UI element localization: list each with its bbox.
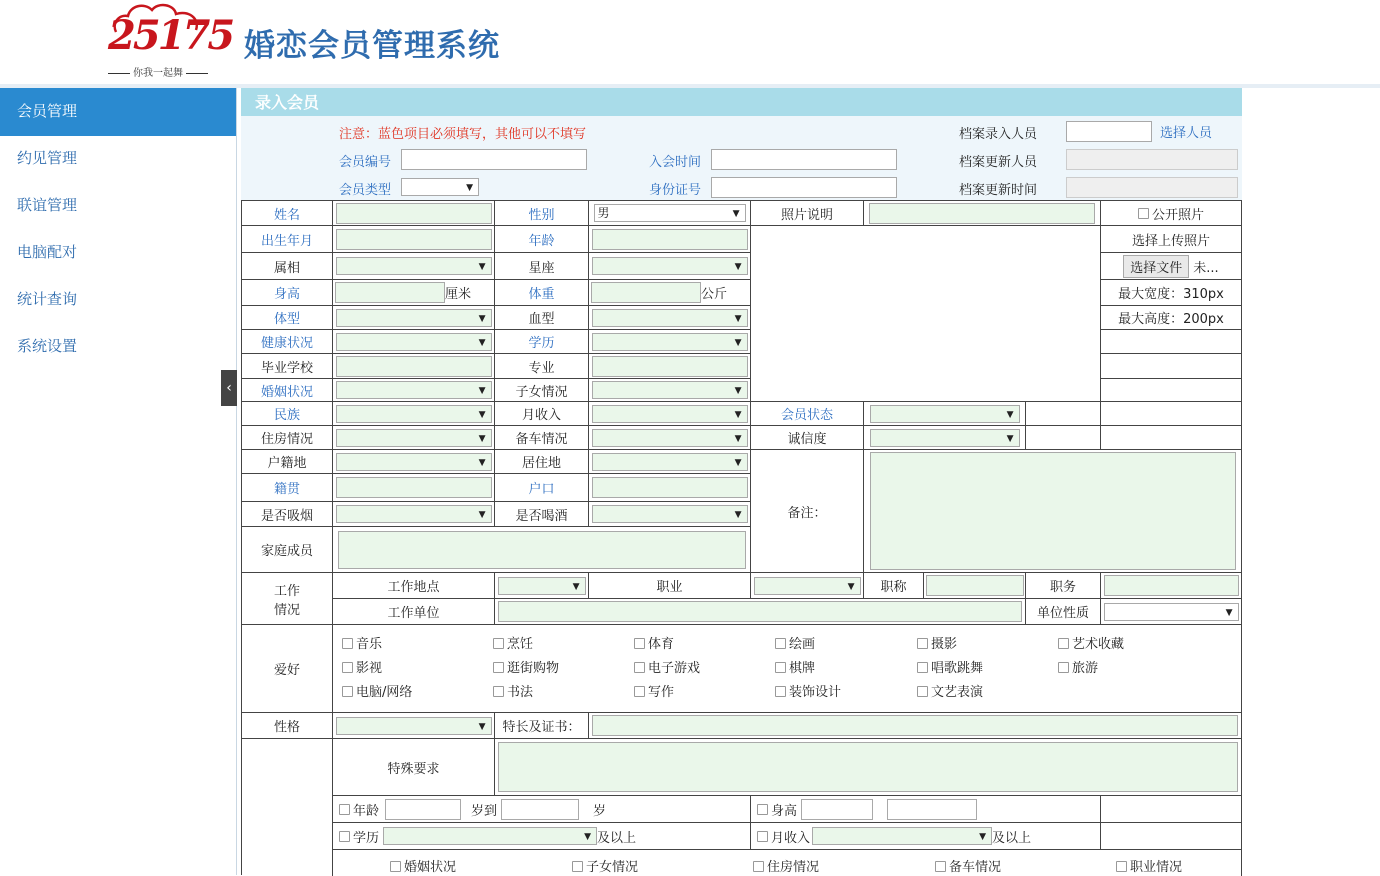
weight-unit: 公斤 <box>701 287 728 302</box>
education-select[interactable] <box>592 333 748 351</box>
school-input[interactable] <box>336 356 492 377</box>
requirement-option[interactable] <box>1116 856 1182 875</box>
position-input[interactable] <box>1104 575 1239 596</box>
work-label: 工作 情况 <box>242 573 333 625</box>
empty-side-cell <box>1101 402 1242 426</box>
hobby-option[interactable] <box>775 633 815 652</box>
monthly-income-select[interactable] <box>592 405 748 423</box>
birth-label: 出生年月 <box>242 226 333 253</box>
drinking-select[interactable] <box>592 505 748 523</box>
required-notice: 注意：蓝色项目必须填写，其他可以不填写 <box>339 127 587 142</box>
hobby-label: 音乐 <box>356 637 383 652</box>
age-label: 年龄 <box>495 226 589 253</box>
hobby-label: 唱歌跳舞 <box>931 661 984 676</box>
smoking-label: 是否吸烟 <box>242 502 333 527</box>
photo-desc-input[interactable] <box>869 203 1095 224</box>
hobby-checkbox[interactable] <box>493 662 504 673</box>
req-age-unit: 岁 <box>593 803 607 819</box>
constellation-cell <box>589 253 751 280</box>
hobby-option[interactable] <box>634 657 700 676</box>
hobby-checkbox[interactable] <box>342 686 353 697</box>
no-file-text: 未... <box>1193 260 1219 276</box>
hobby-label: 旅游 <box>1072 661 1099 676</box>
credit-label: 诚信度 <box>751 426 864 450</box>
household-cell <box>589 474 751 502</box>
health-cell <box>333 330 495 354</box>
hobby-label: 文艺表演 <box>931 685 984 700</box>
employer-label: 工作单位 <box>333 599 495 625</box>
personality-label: 性格 <box>242 713 333 739</box>
gender-select[interactable]: 男 ▼ <box>594 204 746 222</box>
member-no-input[interactable] <box>401 149 587 170</box>
logo <box>100 4 233 80</box>
public-photo-label: 公开照片 <box>1151 207 1204 223</box>
update-time-label: 档案更新时间 <box>959 183 1038 198</box>
housing-select[interactable] <box>336 429 492 447</box>
hobby-option[interactable] <box>342 633 382 652</box>
name-input[interactable] <box>336 203 492 224</box>
requirement-option[interactable] <box>390 856 456 875</box>
public-photo-checkbox[interactable] <box>1138 208 1149 219</box>
children-select[interactable] <box>592 381 748 399</box>
occupation-label: 职业 <box>589 573 751 599</box>
hobby-label: 影视 <box>356 661 383 676</box>
major-label: 专业 <box>495 354 589 379</box>
specialties-input[interactable] <box>592 715 1238 736</box>
sidebar-item-computer-matching[interactable]: 电脑配对 <box>17 243 78 261</box>
children-cell <box>589 379 751 402</box>
hobby-label: 写作 <box>648 685 675 700</box>
job-title-input[interactable] <box>926 575 1024 596</box>
residence-select[interactable] <box>592 453 748 471</box>
housing-label: 住房情况 <box>242 426 333 450</box>
req-age-to-input[interactable] <box>501 799 579 820</box>
req-education-label: 学历 <box>353 830 380 846</box>
requirement-label: 住房情况 <box>767 860 820 875</box>
occupation-select[interactable] <box>754 577 861 595</box>
gender-cell <box>589 201 751 226</box>
age-input[interactable] <box>592 229 748 250</box>
requirement-label: 婚姻状况 <box>404 860 457 875</box>
special-req-label: 特殊要求 <box>333 739 495 796</box>
empty-side-cell <box>1101 354 1242 379</box>
member-entry-panel <box>241 88 1242 875</box>
photo-desc-cell <box>864 201 1101 226</box>
req-height-from-input[interactable] <box>801 799 873 820</box>
hobby-checkbox[interactable] <box>775 662 786 673</box>
job-title-cell <box>924 573 1026 599</box>
hobby-label: 逛街购物 <box>507 661 560 676</box>
work-place-cell <box>495 573 589 599</box>
marital-cell <box>333 379 495 402</box>
major-cell <box>589 354 751 379</box>
id-card-input[interactable] <box>711 177 897 198</box>
ethnicity-label: 民族 <box>242 402 333 426</box>
ethnicity-cell <box>333 402 495 426</box>
residence-cell <box>589 450 751 474</box>
hobby-label: 电脑/网络 <box>356 685 413 700</box>
ethnicity-select[interactable] <box>336 405 492 423</box>
body-type-label: 体型 <box>242 306 333 330</box>
job-title-label: 职称 <box>864 573 924 599</box>
req-height-checkbox[interactable] <box>757 804 768 815</box>
file-cell <box>1101 253 1242 280</box>
hobby-option[interactable] <box>917 681 983 700</box>
hobby-checkbox[interactable] <box>342 638 353 649</box>
member-status-select[interactable] <box>870 405 1020 423</box>
requirement-checkbox[interactable] <box>1116 861 1127 872</box>
gender-label: 性别 <box>495 201 589 226</box>
drinking-cell <box>589 502 751 527</box>
requirement-option[interactable] <box>753 856 819 875</box>
panel-title: 录入会员 <box>241 88 1242 116</box>
education-label: 学历 <box>495 330 589 354</box>
member-no-label: 会员编号 <box>339 155 392 170</box>
empty-cell <box>1101 796 1242 823</box>
max-width-text: 最大宽度：310px <box>1101 280 1242 306</box>
employer-cell <box>495 599 1026 625</box>
hobby-label: 棋牌 <box>789 661 816 676</box>
member-status-cell <box>864 402 1026 426</box>
work-place-select[interactable] <box>498 577 586 595</box>
household-label: 户口 <box>495 474 589 502</box>
hobby-label: 绘画 <box>789 637 816 652</box>
residence-label: 居住地 <box>495 450 589 474</box>
health-label: 健康状况 <box>242 330 333 354</box>
zodiac-select[interactable] <box>336 257 492 275</box>
sidebar-item-statistics[interactable]: 统计查询 <box>17 290 78 308</box>
hobby-label: 艺术收藏 <box>1072 637 1125 652</box>
public-photo-cell <box>1101 201 1242 226</box>
weight-cell <box>589 280 751 306</box>
join-time-input[interactable] <box>711 149 897 170</box>
update-person-label: 档案更新人员 <box>959 155 1038 170</box>
empty-cell <box>1101 823 1242 850</box>
hobby-checkbox[interactable] <box>1058 638 1069 649</box>
marital-select[interactable] <box>336 381 492 399</box>
hobby-option[interactable] <box>1058 657 1098 676</box>
req-education-checkbox[interactable] <box>339 831 350 842</box>
hobby-option[interactable] <box>634 633 674 652</box>
native-place-input[interactable] <box>336 477 492 498</box>
weight-input[interactable] <box>591 282 701 303</box>
health-select[interactable] <box>336 333 492 351</box>
school-label: 毕业学校 <box>242 354 333 379</box>
hobby-checkbox[interactable] <box>493 638 504 649</box>
req-height-to-input[interactable] <box>887 799 977 820</box>
height-label: 身高 <box>242 280 333 306</box>
position-label: 职务 <box>1026 573 1101 599</box>
remark-label: 备注： <box>751 450 864 573</box>
smoking-select[interactable] <box>336 505 492 523</box>
requirements-side <box>242 739 333 876</box>
choose-file-button[interactable]: 选择文件 <box>1123 255 1189 278</box>
req-income-above: 及以上 <box>992 830 1032 846</box>
requirement-checkbox[interactable] <box>390 861 401 872</box>
height-cell <box>333 280 495 306</box>
photo-desc-label: 照片说明 <box>751 201 864 226</box>
requirement-checkbox[interactable] <box>572 861 583 872</box>
member-form-grid <box>241 200 1242 875</box>
id-card-label: 身份证号 <box>649 183 702 198</box>
hobby-checkbox[interactable] <box>917 662 928 673</box>
requirement-option[interactable] <box>935 856 1001 875</box>
hobby-checkbox[interactable] <box>342 662 353 673</box>
children-label: 子女情况 <box>495 379 589 402</box>
collapse-sidebar-button[interactable]: ‹ <box>221 370 237 406</box>
major-input[interactable] <box>592 356 748 377</box>
hobby-checkbox[interactable] <box>634 662 645 673</box>
blood-type-label: 血型 <box>495 306 589 330</box>
hobby-option[interactable] <box>493 657 559 676</box>
hobby-checkbox[interactable] <box>493 686 504 697</box>
hukou-select[interactable] <box>336 453 492 471</box>
native-place-label: 籍贯 <box>242 474 333 502</box>
req-education-cell <box>333 823 751 850</box>
empty-side-cell <box>1101 379 1242 402</box>
app-title: 婚恋会员管理系统 <box>244 28 500 64</box>
marital-label: 婚姻状况 <box>242 379 333 402</box>
blood-type-select[interactable] <box>592 309 748 327</box>
work-place-label: 工作地点 <box>333 573 495 599</box>
req-height-cell <box>751 796 1101 823</box>
height-input[interactable] <box>335 282 445 303</box>
logo-number: 25175 <box>108 12 233 59</box>
entry-person-label: 档案录入人员 <box>959 127 1038 142</box>
housing-cell <box>333 426 495 450</box>
age-cell <box>589 226 751 253</box>
household-input[interactable] <box>592 477 748 498</box>
req-age-to-label: 岁到 <box>471 803 498 819</box>
hobby-option[interactable] <box>775 657 815 676</box>
hobby-option[interactable] <box>342 681 412 700</box>
req-age-from-input[interactable] <box>385 799 461 820</box>
req-education-select[interactable] <box>383 827 597 845</box>
top-fields <box>241 116 1242 200</box>
smoking-cell <box>333 502 495 527</box>
hobby-option[interactable] <box>342 657 382 676</box>
employer-input[interactable] <box>498 601 1022 622</box>
native-place-cell <box>333 474 495 502</box>
monthly-income-label: 月收入 <box>495 402 589 426</box>
logo-slogan: 你我一起舞 <box>100 64 216 79</box>
education-cell <box>589 330 751 354</box>
blood-type-cell <box>589 306 751 330</box>
requirement-checkbox[interactable] <box>935 861 946 872</box>
hobby-checkbox[interactable] <box>775 638 786 649</box>
special-req-textarea[interactable] <box>498 742 1238 792</box>
req-education-above: 及以上 <box>597 830 637 846</box>
specialties-label: 特长及证书： <box>495 713 589 739</box>
req-income-cell <box>751 823 1101 850</box>
hobbies-label: 爱好 <box>242 625 333 713</box>
hobby-option[interactable] <box>917 657 983 676</box>
requirement-checkbox[interactable] <box>753 861 764 872</box>
personality-cell <box>333 713 495 739</box>
max-height-text: 最大高度：200px <box>1101 306 1242 330</box>
family-textarea[interactable] <box>338 531 746 569</box>
hobby-option[interactable] <box>493 681 533 700</box>
empty-cell <box>1026 402 1101 426</box>
hukou-label: 户籍地 <box>242 450 333 474</box>
hukou-cell <box>333 450 495 474</box>
hobby-option[interactable] <box>917 633 957 652</box>
hobby-checkbox[interactable] <box>917 638 928 649</box>
credit-select[interactable] <box>870 429 1020 447</box>
employer-type-cell <box>1101 599 1242 625</box>
req-age-label: 年龄 <box>353 803 380 819</box>
zodiac-cell <box>333 253 495 280</box>
remark-cell <box>864 450 1242 573</box>
sidebar-item-system-settings[interactable]: 系统设置 <box>17 337 78 355</box>
occupation-cell <box>751 573 864 599</box>
update-person-input <box>1066 149 1238 170</box>
header <box>0 0 1380 84</box>
entry-person-input[interactable] <box>1066 121 1152 142</box>
req-income-checkbox[interactable] <box>757 831 768 842</box>
employer-type-select[interactable] <box>1104 603 1239 621</box>
hobby-option[interactable] <box>775 681 841 700</box>
requirement-label: 子女情况 <box>586 860 639 875</box>
drinking-label: 是否喝酒 <box>495 502 589 527</box>
member-type-select[interactable] <box>401 178 479 196</box>
credit-cell <box>864 426 1026 450</box>
birth-cell <box>333 226 495 253</box>
body-type-select[interactable] <box>336 309 492 327</box>
zodiac-label: 属相 <box>242 253 333 280</box>
req-income-label: 月收入 <box>771 830 811 846</box>
requirement-label: 备车情况 <box>949 860 1002 875</box>
hobby-label: 电子游戏 <box>648 661 701 676</box>
height-unit: 厘米 <box>445 287 472 302</box>
car-select[interactable] <box>592 429 748 447</box>
req-age-cell <box>333 796 751 823</box>
sidebar-item-social-events[interactable]: 联谊管理 <box>17 196 78 214</box>
join-time-label: 入会时间 <box>649 155 702 170</box>
upload-photo-label: 选择上传照片 <box>1101 226 1242 253</box>
weight-label: 体重 <box>495 280 589 306</box>
constellation-select[interactable] <box>592 257 748 275</box>
sidebar <box>0 88 237 875</box>
position-cell <box>1101 573 1242 599</box>
family-cell <box>333 527 751 573</box>
car-cell <box>589 426 751 450</box>
hobby-checkbox[interactable] <box>634 638 645 649</box>
req-height-label: 身高 <box>771 803 798 819</box>
personality-select[interactable] <box>336 717 492 735</box>
remark-textarea[interactable] <box>870 452 1236 570</box>
birth-input[interactable] <box>336 229 492 250</box>
specialties-cell <box>589 713 1242 739</box>
requirement-option[interactable] <box>572 856 638 875</box>
photo-area <box>751 226 1101 402</box>
empty-side-cell <box>1101 330 1242 354</box>
req-income-select[interactable] <box>812 827 992 845</box>
member-status-label: 会员状态 <box>751 402 864 426</box>
hobby-label: 烹饪 <box>507 637 534 652</box>
employer-type-label: 单位性质 <box>1026 599 1101 625</box>
hobby-checkbox[interactable] <box>775 686 786 697</box>
body-type-cell <box>333 306 495 330</box>
constellation-label: 星座 <box>495 253 589 280</box>
req-age-checkbox[interactable] <box>339 804 350 815</box>
update-time-input <box>1066 177 1238 198</box>
empty-cell <box>1026 426 1101 450</box>
sidebar-item-member-management[interactable]: 会员管理 <box>0 88 236 136</box>
hobby-option[interactable] <box>493 633 533 652</box>
monthly-income-cell <box>589 402 751 426</box>
family-label: 家庭成员 <box>242 527 333 573</box>
hobby-checkbox[interactable] <box>917 686 928 697</box>
hobby-label: 体育 <box>648 637 675 652</box>
hobby-checkbox[interactable] <box>634 686 645 697</box>
special-req-cell <box>495 739 1242 796</box>
hobby-checkbox[interactable] <box>1058 662 1069 673</box>
name-label: 姓名 <box>242 201 333 226</box>
hobby-label: 书法 <box>507 685 534 700</box>
member-type-label: 会员类型 <box>339 183 392 198</box>
hobby-label: 装饰设计 <box>789 685 842 700</box>
hobby-label: 摄影 <box>931 637 958 652</box>
sidebar-item-appointments[interactable]: 约见管理 <box>17 149 78 167</box>
empty-side-cell <box>1101 426 1242 450</box>
school-cell <box>333 354 495 379</box>
choose-person-link[interactable]: 选择人员 <box>1160 126 1213 141</box>
car-label: 备车情况 <box>495 426 589 450</box>
requirement-label: 职业情况 <box>1130 860 1183 875</box>
name-cell <box>333 201 495 226</box>
hobby-option[interactable] <box>634 681 674 700</box>
hobby-option[interactable] <box>1058 633 1124 652</box>
